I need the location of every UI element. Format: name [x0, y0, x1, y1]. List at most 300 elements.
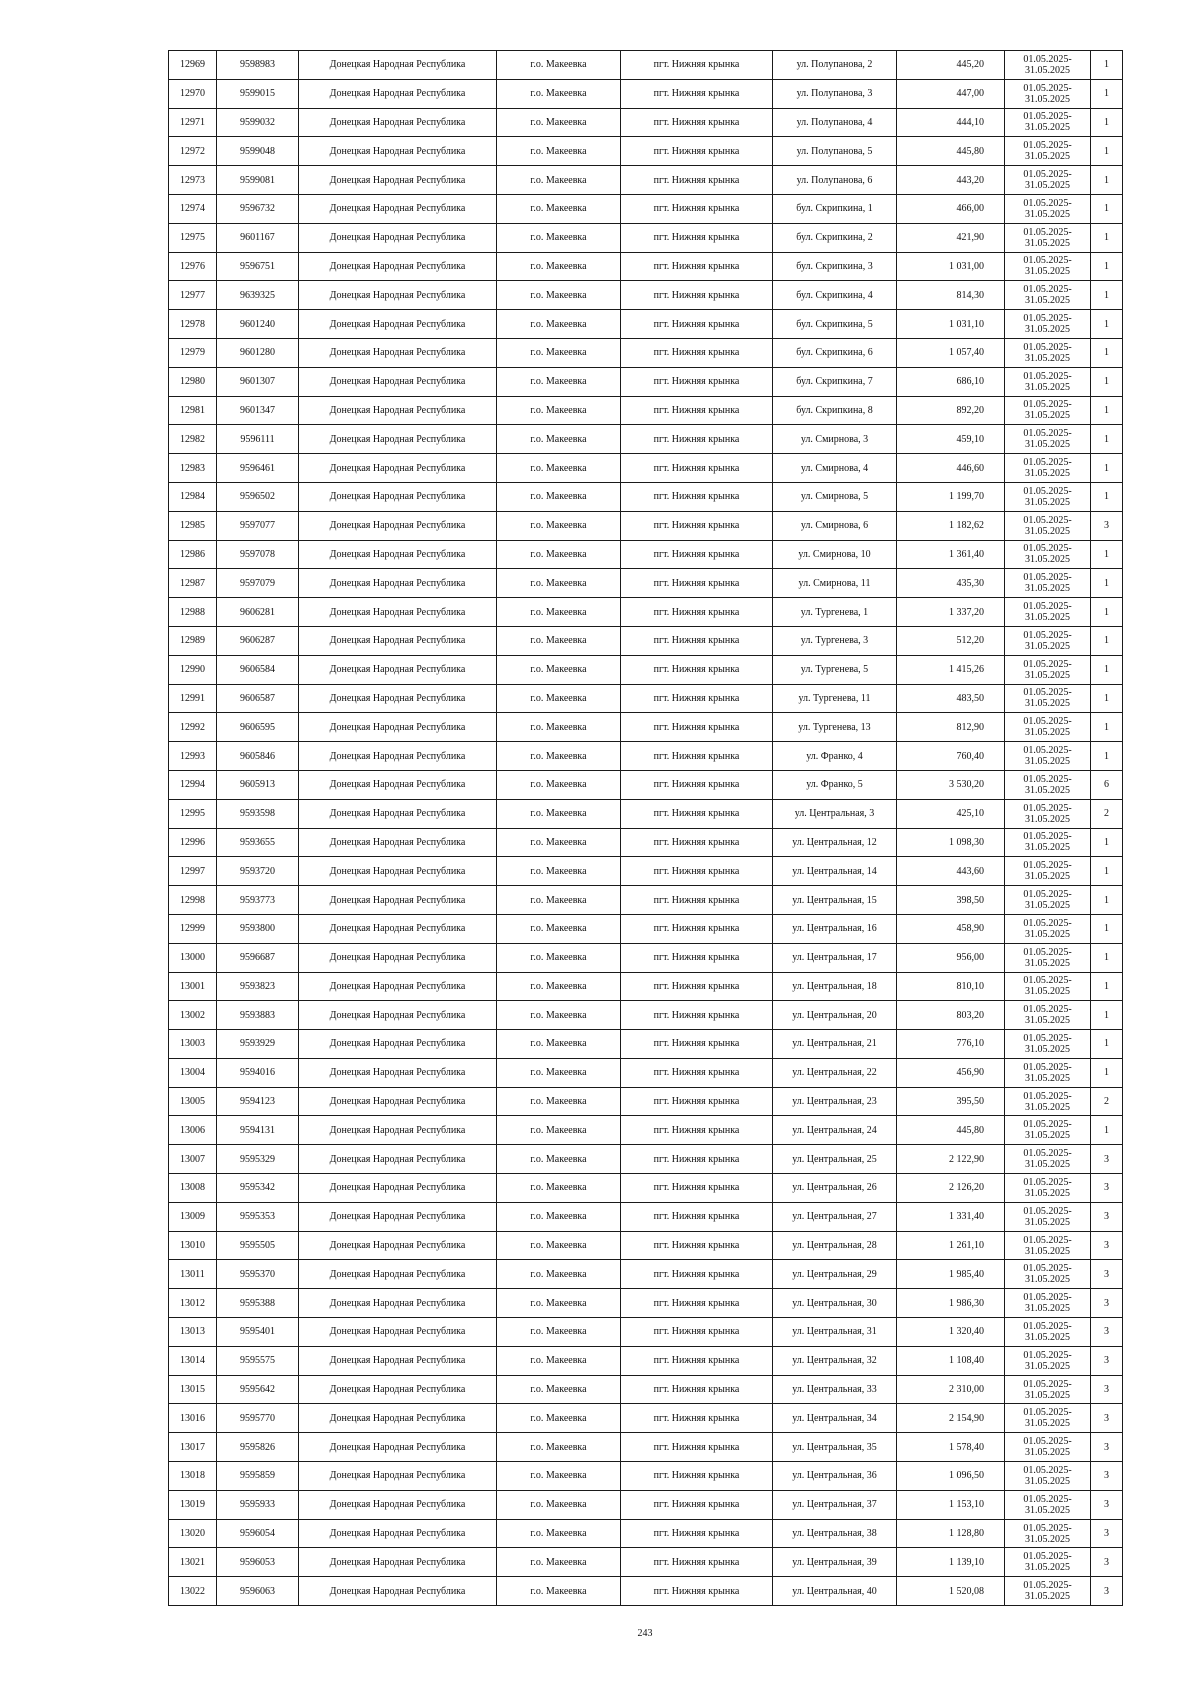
quantity-cell: 1 — [1091, 713, 1123, 742]
settlement-cell: пгт. Нижняя крынка — [621, 713, 773, 742]
city-cell: г.о. Макеевка — [497, 367, 621, 396]
settlement-cell: пгт. Нижняя крынка — [621, 1087, 773, 1116]
period-start: 01.05.2025- — [1023, 860, 1072, 872]
settlement-cell: пгт. Нижняя крынка — [621, 943, 773, 972]
row-number: 12993 — [169, 742, 217, 771]
address-cell: ул. Центральная, 32 — [773, 1346, 897, 1375]
row-number: 13004 — [169, 1058, 217, 1087]
period-start: 01.05.2025- — [1023, 1263, 1072, 1275]
row-number: 12981 — [169, 396, 217, 425]
republic-cell: Донецкая Народная Республика — [299, 338, 497, 367]
republic-cell: Донецкая Народная Республика — [299, 914, 497, 943]
period-cell — [1005, 1030, 1091, 1059]
period-cell — [1005, 1548, 1091, 1577]
address-cell: ул. Тургенева, 13 — [773, 713, 897, 742]
period-start: 01.05.2025- — [1023, 1551, 1072, 1563]
building-code: 9606595 — [217, 713, 299, 742]
building-code: 9606281 — [217, 598, 299, 627]
period-cell — [1005, 1318, 1091, 1347]
row-number: 12990 — [169, 655, 217, 684]
table-row — [169, 367, 1123, 396]
period-cell — [1005, 108, 1091, 137]
period-end: 31.05.2025 — [1025, 295, 1070, 307]
building-code: 9597079 — [217, 569, 299, 598]
period-cell — [1005, 1490, 1091, 1519]
area-cell: 444,10 — [897, 108, 1005, 137]
row-number: 13009 — [169, 1202, 217, 1231]
period-start: 01.05.2025- — [1023, 745, 1072, 757]
table-row — [169, 108, 1123, 137]
quantity-cell: 3 — [1091, 1260, 1123, 1289]
period-start: 01.05.2025- — [1023, 1176, 1072, 1188]
building-code: 9595826 — [217, 1433, 299, 1462]
period-end: 31.05.2025 — [1025, 1216, 1070, 1228]
period-cell — [1005, 828, 1091, 857]
building-code: 9606584 — [217, 655, 299, 684]
building-code: 9593823 — [217, 972, 299, 1001]
period-end: 31.05.2025 — [1025, 813, 1070, 825]
table-row — [169, 425, 1123, 454]
area-cell: 1 320,40 — [897, 1318, 1005, 1347]
period-start: 01.05.2025- — [1023, 1436, 1072, 1448]
period-start: 01.05.2025- — [1023, 1119, 1072, 1131]
period-end: 31.05.2025 — [1025, 986, 1070, 998]
building-code: 9595933 — [217, 1490, 299, 1519]
address-cell: ул. Центральная, 24 — [773, 1116, 897, 1145]
table-row — [169, 1087, 1123, 1116]
building-code: 9596063 — [217, 1577, 299, 1606]
period-end: 31.05.2025 — [1025, 151, 1070, 163]
settlement-cell: пгт. Нижняя крынка — [621, 1346, 773, 1375]
settlement-cell: пгт. Нижняя крынка — [621, 1174, 773, 1203]
city-cell: г.о. Макеевка — [497, 972, 621, 1001]
city-cell: г.о. Макеевка — [497, 655, 621, 684]
address-cell: ул. Центральная, 12 — [773, 828, 897, 857]
settlement-cell: пгт. Нижняя крынка — [621, 223, 773, 252]
address-cell: ул. Центральная, 40 — [773, 1577, 897, 1606]
table-row — [169, 1375, 1123, 1404]
building-code: 9594131 — [217, 1116, 299, 1145]
settlement-cell: пгт. Нижняя крынка — [621, 540, 773, 569]
city-cell: г.о. Макеевка — [497, 511, 621, 540]
city-cell: г.о. Макеевка — [497, 166, 621, 195]
period-end: 31.05.2025 — [1025, 439, 1070, 451]
quantity-cell: 1 — [1091, 396, 1123, 425]
period-end: 31.05.2025 — [1025, 1591, 1070, 1603]
area-cell: 445,80 — [897, 137, 1005, 166]
row-number: 12992 — [169, 713, 217, 742]
table-row — [169, 828, 1123, 857]
area-cell: 1 415,26 — [897, 655, 1005, 684]
republic-cell: Донецкая Народная Республика — [299, 713, 497, 742]
settlement-cell: пгт. Нижняя крынка — [621, 79, 773, 108]
area-cell: 803,20 — [897, 1001, 1005, 1030]
period-start: 01.05.2025- — [1023, 313, 1072, 325]
area-cell: 1 520,08 — [897, 1577, 1005, 1606]
city-cell: г.о. Макеевка — [497, 1058, 621, 1087]
building-code: 9605846 — [217, 742, 299, 771]
quantity-cell: 3 — [1091, 1202, 1123, 1231]
republic-cell: Донецкая Народная Республика — [299, 310, 497, 339]
address-cell: ул. Смирнова, 5 — [773, 482, 897, 511]
city-cell: г.о. Макеевка — [497, 626, 621, 655]
table-row — [169, 713, 1123, 742]
area-cell: 760,40 — [897, 742, 1005, 771]
settlement-cell: пгт. Нижняя крынка — [621, 396, 773, 425]
city-cell: г.о. Макеевка — [497, 713, 621, 742]
republic-cell: Донецкая Народная Республика — [299, 79, 497, 108]
period-end: 31.05.2025 — [1025, 1072, 1070, 1084]
period-start: 01.05.2025- — [1023, 226, 1072, 238]
period-end: 31.05.2025 — [1025, 957, 1070, 969]
address-cell: бул. Скрипкина, 6 — [773, 338, 897, 367]
period-start: 01.05.2025- — [1023, 485, 1072, 497]
building-code: 9595575 — [217, 1346, 299, 1375]
republic-cell: Донецкая Народная Республика — [299, 1490, 497, 1519]
period-end: 31.05.2025 — [1025, 1245, 1070, 1257]
period-cell — [1005, 1404, 1091, 1433]
city-cell: г.о. Макеевка — [497, 1030, 621, 1059]
building-code: 9595401 — [217, 1318, 299, 1347]
settlement-cell: пгт. Нижняя крынка — [621, 1116, 773, 1145]
republic-cell: Донецкая Народная Республика — [299, 367, 497, 396]
area-cell: 2 126,20 — [897, 1174, 1005, 1203]
area-cell: 421,90 — [897, 223, 1005, 252]
period-end: 31.05.2025 — [1025, 727, 1070, 739]
city-cell: г.о. Макеевка — [497, 886, 621, 915]
settlement-cell: пгт. Нижняя крынка — [621, 338, 773, 367]
building-code: 9601280 — [217, 338, 299, 367]
table-row — [169, 1030, 1123, 1059]
city-cell: г.о. Макеевка — [497, 1087, 621, 1116]
period-cell — [1005, 1202, 1091, 1231]
settlement-cell: пгт. Нижняя крынка — [621, 194, 773, 223]
period-start: 01.05.2025- — [1023, 1349, 1072, 1361]
settlement-cell: пгт. Нижняя крынка — [621, 655, 773, 684]
period-cell — [1005, 1289, 1091, 1318]
quantity-cell: 1 — [1091, 972, 1123, 1001]
table-row — [169, 540, 1123, 569]
period-end: 31.05.2025 — [1025, 266, 1070, 278]
address-cell: ул. Центральная, 23 — [773, 1087, 897, 1116]
quantity-cell: 3 — [1091, 1433, 1123, 1462]
settlement-cell: пгт. Нижняя крынка — [621, 1145, 773, 1174]
area-cell: 398,50 — [897, 886, 1005, 915]
republic-cell: Донецкая Народная Республика — [299, 1577, 497, 1606]
period-start: 01.05.2025- — [1023, 629, 1072, 641]
period-cell — [1005, 857, 1091, 886]
area-cell: 1 108,40 — [897, 1346, 1005, 1375]
period-cell — [1005, 511, 1091, 540]
republic-cell: Донецкая Народная Республика — [299, 1145, 497, 1174]
area-cell: 512,20 — [897, 626, 1005, 655]
row-number: 13002 — [169, 1001, 217, 1030]
area-cell: 466,00 — [897, 194, 1005, 223]
address-cell: ул. Центральная, 29 — [773, 1260, 897, 1289]
period-cell — [1005, 972, 1091, 1001]
period-end: 31.05.2025 — [1025, 237, 1070, 249]
republic-cell: Донецкая Народная Республика — [299, 1202, 497, 1231]
row-number: 13000 — [169, 943, 217, 972]
quantity-cell: 1 — [1091, 367, 1123, 396]
settlement-cell: пгт. Нижняя крынка — [621, 1260, 773, 1289]
period-end: 31.05.2025 — [1025, 208, 1070, 220]
city-cell: г.о. Макеевка — [497, 1231, 621, 1260]
settlement-cell: пгт. Нижняя крынка — [621, 310, 773, 339]
period-start: 01.05.2025- — [1023, 917, 1072, 929]
row-number: 12975 — [169, 223, 217, 252]
area-cell: 443,20 — [897, 166, 1005, 195]
quantity-cell: 1 — [1091, 598, 1123, 627]
quantity-cell: 1 — [1091, 137, 1123, 166]
settlement-cell: пгт. Нижняя крынка — [621, 886, 773, 915]
city-cell: г.о. Макеевка — [497, 1318, 621, 1347]
quantity-cell: 3 — [1091, 1577, 1123, 1606]
building-code: 9595859 — [217, 1462, 299, 1491]
period-end: 31.05.2025 — [1025, 180, 1070, 192]
quantity-cell: 1 — [1091, 626, 1123, 655]
area-cell: 1 199,70 — [897, 482, 1005, 511]
area-cell: 458,90 — [897, 914, 1005, 943]
republic-cell: Донецкая Народная Республика — [299, 1116, 497, 1145]
quantity-cell: 1 — [1091, 51, 1123, 80]
row-number: 12972 — [169, 137, 217, 166]
republic-cell: Донецкая Народная Республика — [299, 799, 497, 828]
quantity-cell: 3 — [1091, 1375, 1123, 1404]
address-cell: ул. Полупанова, 6 — [773, 166, 897, 195]
city-cell: г.о. Макеевка — [497, 1519, 621, 1548]
quantity-cell: 2 — [1091, 1087, 1123, 1116]
city-cell: г.о. Макеевка — [497, 482, 621, 511]
address-cell: ул. Центральная, 18 — [773, 972, 897, 1001]
period-start: 01.05.2025- — [1023, 1234, 1072, 1246]
address-cell: бул. Скрипкина, 5 — [773, 310, 897, 339]
table-row — [169, 1433, 1123, 1462]
building-code: 9599081 — [217, 166, 299, 195]
quantity-cell: 1 — [1091, 454, 1123, 483]
period-end: 31.05.2025 — [1025, 669, 1070, 681]
settlement-cell: пгт. Нижняя крынка — [621, 252, 773, 281]
period-start: 01.05.2025- — [1023, 1378, 1072, 1390]
settlement-cell: пгт. Нижняя крынка — [621, 454, 773, 483]
building-code: 9597077 — [217, 511, 299, 540]
period-end: 31.05.2025 — [1025, 1475, 1070, 1487]
building-code: 9593773 — [217, 886, 299, 915]
period-cell — [1005, 799, 1091, 828]
building-code: 9639325 — [217, 281, 299, 310]
city-cell: г.о. Макеевка — [497, 1433, 621, 1462]
row-number: 13003 — [169, 1030, 217, 1059]
building-code: 9595329 — [217, 1145, 299, 1174]
period-end: 31.05.2025 — [1025, 64, 1070, 76]
city-cell: г.о. Макеевка — [497, 943, 621, 972]
period-cell — [1005, 1519, 1091, 1548]
period-end: 31.05.2025 — [1025, 784, 1070, 796]
address-cell: бул. Скрипкина, 8 — [773, 396, 897, 425]
period-cell — [1005, 454, 1091, 483]
period-start: 01.05.2025- — [1023, 1032, 1072, 1044]
quantity-cell: 2 — [1091, 799, 1123, 828]
settlement-cell: пгт. Нижняя крынка — [621, 482, 773, 511]
republic-cell: Донецкая Народная Республика — [299, 511, 497, 540]
republic-cell: Донецкая Народная Республика — [299, 1548, 497, 1577]
row-number: 13021 — [169, 1548, 217, 1577]
quantity-cell: 1 — [1091, 482, 1123, 511]
area-cell: 443,60 — [897, 857, 1005, 886]
settlement-cell: пгт. Нижняя крынка — [621, 108, 773, 137]
row-number: 12979 — [169, 338, 217, 367]
city-cell: г.о. Макеевка — [497, 281, 621, 310]
settlement-cell: пгт. Нижняя крынка — [621, 367, 773, 396]
period-end: 31.05.2025 — [1025, 698, 1070, 710]
address-cell: ул. Центральная, 28 — [773, 1231, 897, 1260]
area-cell: 447,00 — [897, 79, 1005, 108]
quantity-cell: 3 — [1091, 1231, 1123, 1260]
republic-cell: Донецкая Народная Республика — [299, 540, 497, 569]
row-number: 12973 — [169, 166, 217, 195]
period-end: 31.05.2025 — [1025, 410, 1070, 422]
period-start: 01.05.2025- — [1023, 1493, 1072, 1505]
table-row — [169, 1490, 1123, 1519]
city-cell: г.о. Макеевка — [497, 828, 621, 857]
city-cell: г.о. Макеевка — [497, 540, 621, 569]
quantity-cell: 1 — [1091, 252, 1123, 281]
row-number: 12996 — [169, 828, 217, 857]
table-row — [169, 972, 1123, 1001]
city-cell: г.о. Макеевка — [497, 1289, 621, 1318]
city-cell: г.о. Макеевка — [497, 1548, 621, 1577]
quantity-cell: 1 — [1091, 194, 1123, 223]
republic-cell: Донецкая Народная Республика — [299, 1404, 497, 1433]
row-number: 13001 — [169, 972, 217, 1001]
republic-cell: Донецкая Народная Республика — [299, 108, 497, 137]
table-row — [169, 684, 1123, 713]
period-end: 31.05.2025 — [1025, 381, 1070, 393]
address-cell: ул. Центральная, 26 — [773, 1174, 897, 1203]
row-number: 12984 — [169, 482, 217, 511]
area-cell: 1 031,10 — [897, 310, 1005, 339]
settlement-cell: пгт. Нижняя крынка — [621, 1375, 773, 1404]
period-end: 31.05.2025 — [1025, 1331, 1070, 1343]
table-row — [169, 51, 1123, 80]
city-cell: г.о. Макеевка — [497, 1346, 621, 1375]
area-cell: 459,10 — [897, 425, 1005, 454]
period-end: 31.05.2025 — [1025, 756, 1070, 768]
city-cell: г.о. Макеевка — [497, 1375, 621, 1404]
row-number: 13018 — [169, 1462, 217, 1491]
period-end: 31.05.2025 — [1025, 525, 1070, 537]
area-cell: 1 139,10 — [897, 1548, 1005, 1577]
area-cell: 1 986,30 — [897, 1289, 1005, 1318]
address-cell: ул. Смирнова, 11 — [773, 569, 897, 598]
city-cell: г.о. Макеевка — [497, 1174, 621, 1203]
republic-cell: Донецкая Народная Республика — [299, 943, 497, 972]
period-end: 31.05.2025 — [1025, 1159, 1070, 1171]
period-end: 31.05.2025 — [1025, 1187, 1070, 1199]
period-cell — [1005, 655, 1091, 684]
period-end: 31.05.2025 — [1025, 1562, 1070, 1574]
area-cell: 1 153,10 — [897, 1490, 1005, 1519]
row-number: 12977 — [169, 281, 217, 310]
city-cell: г.о. Макеевка — [497, 1202, 621, 1231]
area-cell: 2 122,90 — [897, 1145, 1005, 1174]
quantity-cell: 3 — [1091, 1318, 1123, 1347]
city-cell: г.о. Макеевка — [497, 338, 621, 367]
period-start: 01.05.2025- — [1023, 572, 1072, 584]
period-start: 01.05.2025- — [1023, 543, 1072, 555]
republic-cell: Донецкая Народная Республика — [299, 425, 497, 454]
city-cell: г.о. Макеевка — [497, 598, 621, 627]
period-end: 31.05.2025 — [1025, 554, 1070, 566]
table-body — [169, 51, 1123, 1606]
address-cell: ул. Центральная, 35 — [773, 1433, 897, 1462]
quantity-cell: 1 — [1091, 281, 1123, 310]
quantity-cell: 1 — [1091, 857, 1123, 886]
table-row — [169, 396, 1123, 425]
housing-register-table — [168, 50, 1123, 1606]
row-number: 13019 — [169, 1490, 217, 1519]
settlement-cell: пгт. Нижняя крынка — [621, 684, 773, 713]
city-cell: г.о. Макеевка — [497, 396, 621, 425]
period-start: 01.05.2025- — [1023, 773, 1072, 785]
building-code: 9606287 — [217, 626, 299, 655]
row-number: 12997 — [169, 857, 217, 886]
building-code: 9593929 — [217, 1030, 299, 1059]
period-start: 01.05.2025- — [1023, 82, 1072, 94]
area-cell: 810,10 — [897, 972, 1005, 1001]
quantity-cell: 3 — [1091, 1548, 1123, 1577]
building-code: 9597078 — [217, 540, 299, 569]
period-end: 31.05.2025 — [1025, 640, 1070, 652]
period-start: 01.05.2025- — [1023, 831, 1072, 843]
period-start: 01.05.2025- — [1023, 1464, 1072, 1476]
period-start: 01.05.2025- — [1023, 687, 1072, 699]
period-cell — [1005, 338, 1091, 367]
table-row — [169, 569, 1123, 598]
period-cell — [1005, 1087, 1091, 1116]
republic-cell: Донецкая Народная Республика — [299, 1087, 497, 1116]
row-number: 12983 — [169, 454, 217, 483]
building-code: 9593883 — [217, 1001, 299, 1030]
table-row — [169, 1289, 1123, 1318]
period-start: 01.05.2025- — [1023, 428, 1072, 440]
page-number: 243 — [637, 1628, 653, 1639]
settlement-cell: пгт. Нижняя крынка — [621, 799, 773, 828]
table-row — [169, 1174, 1123, 1203]
area-cell: 445,20 — [897, 51, 1005, 80]
address-cell: ул. Тургенева, 1 — [773, 598, 897, 627]
period-cell — [1005, 1433, 1091, 1462]
period-cell — [1005, 684, 1091, 713]
address-cell: ул. Центральная, 39 — [773, 1548, 897, 1577]
row-number: 13005 — [169, 1087, 217, 1116]
table-row — [169, 1231, 1123, 1260]
row-number: 13007 — [169, 1145, 217, 1174]
building-code: 9595505 — [217, 1231, 299, 1260]
period-start: 01.05.2025- — [1023, 370, 1072, 382]
row-number: 12991 — [169, 684, 217, 713]
period-start: 01.05.2025- — [1023, 341, 1072, 353]
row-number: 12976 — [169, 252, 217, 281]
period-cell — [1005, 1462, 1091, 1491]
quantity-cell: 1 — [1091, 1030, 1123, 1059]
city-cell: г.о. Макеевка — [497, 1462, 621, 1491]
period-start: 01.05.2025- — [1023, 1580, 1072, 1592]
row-number: 13008 — [169, 1174, 217, 1203]
period-start: 01.05.2025- — [1023, 1320, 1072, 1332]
period-cell — [1005, 713, 1091, 742]
area-cell: 1 361,40 — [897, 540, 1005, 569]
